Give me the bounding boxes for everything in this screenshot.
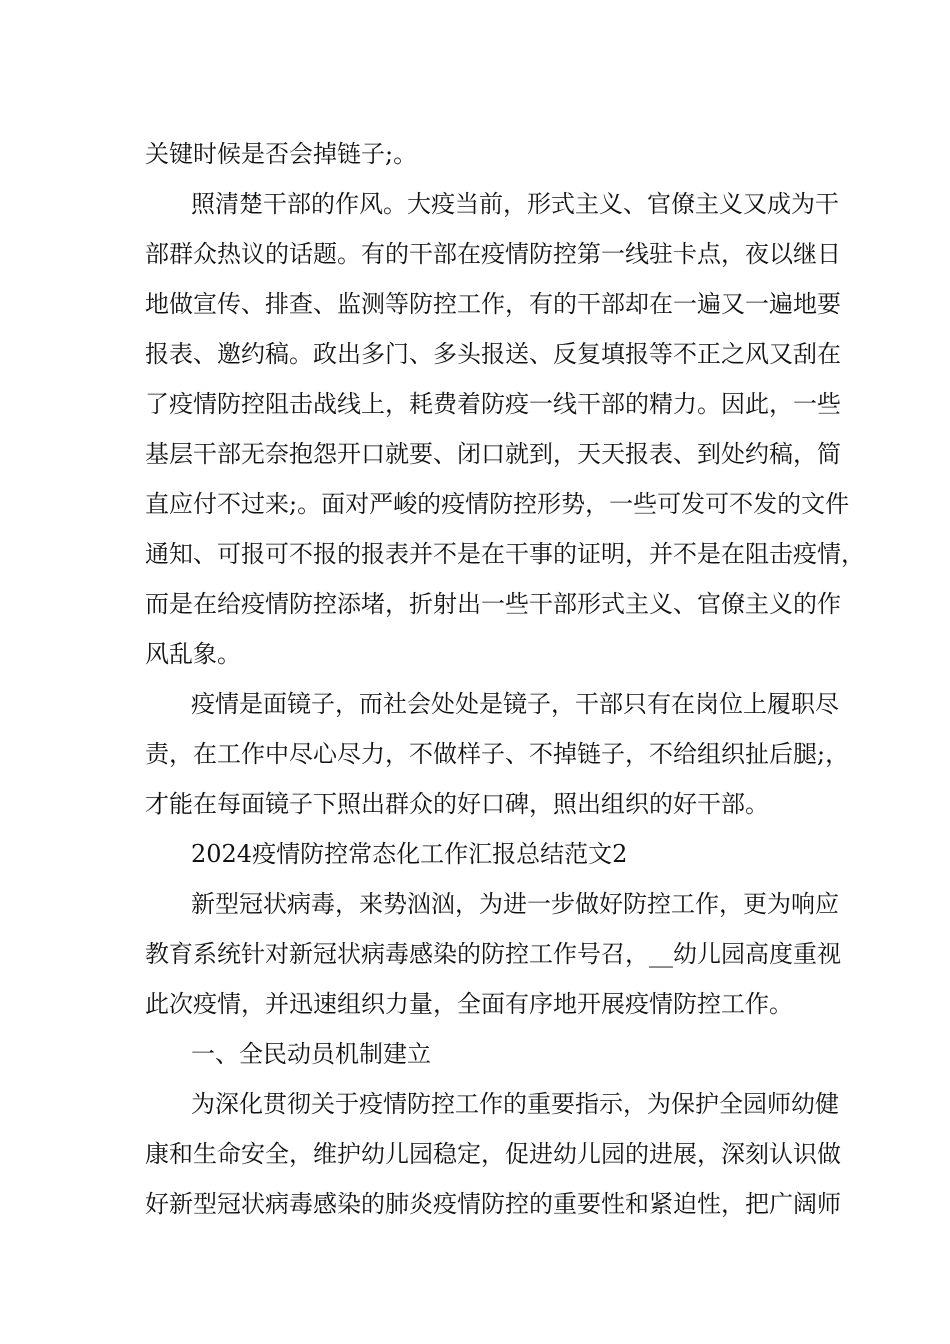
- line-text: 地做宣传、排查、监测等防控工作，有的干部却在一遍又一遍地要: [145, 290, 841, 318]
- text-line: [0, 437, 950, 471]
- text-line: [0, 137, 950, 171]
- line-text: 此次疫情，并迅速组织力量，全面有序地开展疫情防控工作。: [145, 990, 793, 1018]
- paragraph-first-line: [0, 187, 950, 221]
- line-text: 部群众热议的话题。有的干部在疫情防控第一线驻卡点，夜以继日: [145, 240, 841, 268]
- line-text: 风乱象。: [145, 640, 241, 668]
- paragraph-first-line: [0, 687, 950, 721]
- text-line: [0, 287, 950, 321]
- text-line: [0, 787, 950, 821]
- line-text: 新型冠状病毒，来势汹汹，为进一步做好防控工作，更为响应: [191, 890, 839, 918]
- line-text: 关键时候是否会掉链子;。: [145, 140, 418, 168]
- line-text: 直应付不过来;。面对严峻的疫情防控形势，一些可发可不发的文件: [145, 490, 850, 518]
- text-line: [0, 337, 950, 371]
- line-text: 而是在给疫情防控添堵，折射出一些干部形式主义、官僚主义的作: [145, 590, 841, 618]
- line-text: 一、全民动员机制建立: [191, 1040, 431, 1068]
- line-text: 康和生命安全，维护幼儿园稳定，促进幼儿园的进展，深刻认识做: [145, 1140, 841, 1168]
- line-text: 2024疫情防控常态化工作汇报总结范文2: [191, 840, 628, 868]
- line-text: 了疫情防控阻击战线上，耗费着防疫一线干部的精力。因此，一些: [145, 390, 841, 418]
- line-text: 报表、邀约稿。政出多门、多头报送、反复填报等不正之风又刮在: [145, 340, 841, 368]
- text-line: [0, 1187, 950, 1221]
- text-line: [0, 387, 950, 421]
- paragraph-first-line: [0, 887, 950, 921]
- line-text: 责，在工作中尽心尽力，不做样子、不掉链子，不给组织扯后腿;，: [145, 740, 850, 768]
- text-line: [0, 487, 950, 521]
- text-line: [0, 737, 950, 771]
- line-text: 好新型冠状病毒感染的肺炎疫情防控的重要性和紧迫性，把广阔师: [145, 1190, 841, 1218]
- text-line: [0, 237, 950, 271]
- text-line: [0, 587, 950, 621]
- text-line: [0, 1137, 950, 1171]
- text-line: [0, 937, 950, 971]
- line-text: 疫情是面镜子，而社会处处是镜子，干部只有在岗位上履职尽: [191, 690, 839, 718]
- section-title: [0, 837, 950, 871]
- line-text: 教育系统针对新冠状病毒感染的防控工作号召，__幼儿园高度重视: [145, 940, 841, 968]
- line-text: 为深化贯彻关于疫情防控工作的重要指示，为保护全园师幼健: [191, 1090, 839, 1118]
- line-text: 照清楚干部的作风。大疫当前，形式主义、官僚主义又成为干: [191, 190, 839, 218]
- line-text: 才能在每面镜子下照出群众的好口碑，照出组织的好干部。: [145, 790, 769, 818]
- line-text: 通知、可报可不报的报表并不是在干事的证明，并不是在阻击疫情，: [145, 540, 865, 568]
- text-line: [0, 637, 950, 671]
- section-heading: [0, 1037, 950, 1071]
- text-line: [0, 537, 950, 571]
- paragraph-first-line: [0, 1087, 950, 1121]
- line-text: 基层干部无奈抱怨开口就要、闭口就到，天天报表、到处约稿，简: [145, 440, 841, 468]
- text-line: [0, 987, 950, 1021]
